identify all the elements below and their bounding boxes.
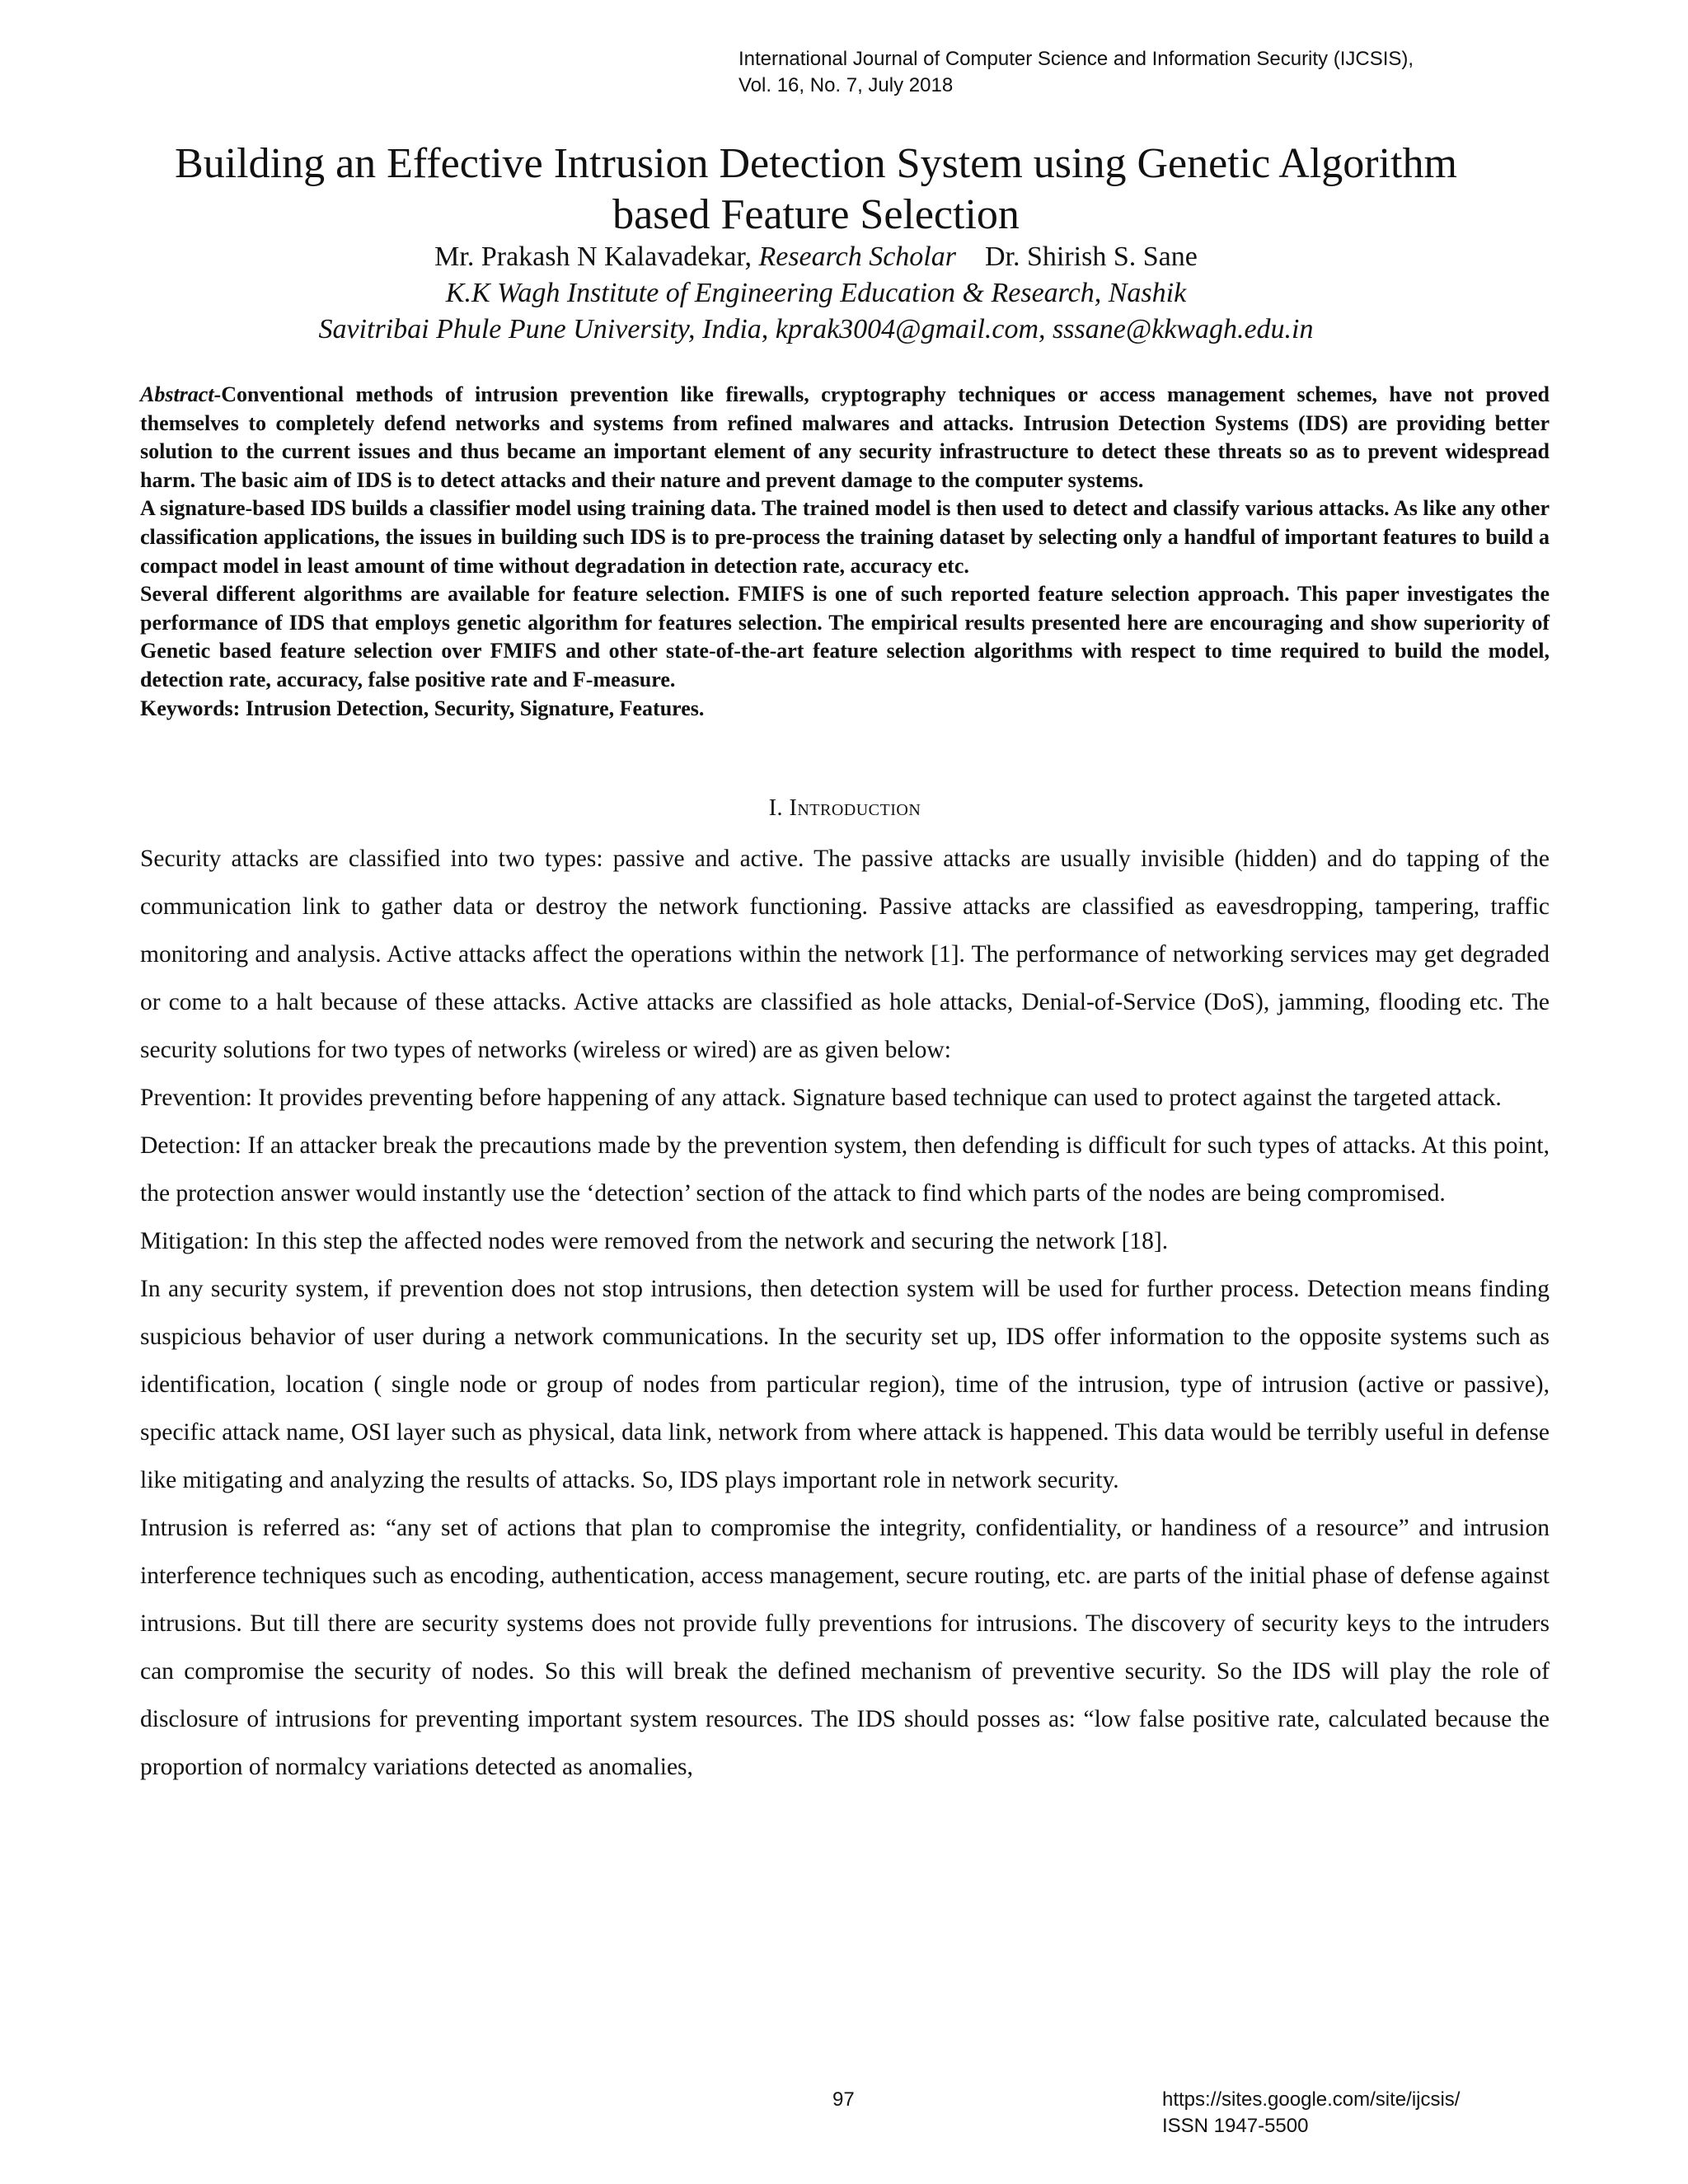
abstract-paragraph-3: Several different algorithms are available for feature selection. FMIFS is one of such reported feature selection approach. This paper investigates the performance of IDS that employs genetic algorithm for features selection. The empirical results presented here are encouraging and show superiority of Genetic based feature selection over FMIFS and other state-of-the-art feature selection algorithms with respect to time required to build the model, detection rate, accuracy, false positive rate and F-measure. (140, 582, 1550, 691)
author-institute (115, 275, 1517, 312)
journal-volume: Vol. 16, No. 7, July 2018 (738, 74, 954, 96)
body-paragraph: Security attacks are classified into two types: passive and active. The passive attacks are usually invisible (hidden) and do tapping of the communication link to gather data or destroy the network functioning. Passive attacks are classified as eavesdropping, tampering, traffic monitoring and analysis. Active attacks affect the operations within the network [1]. The performance of networking services may get degraded or come to a halt because of these attacks. Active attacks are classified as hole attacks, Denial-of-Service (DoS), jamming, flooding etc. The security solutions for two types of networks (wireless or wired) are as given below: (140, 846, 1550, 1063)
abstract-label: Abstract- (140, 382, 222, 406)
section-heading (140, 794, 1550, 823)
institute-text: K.K Wagh Institute of Engineering Education & Research, Nashik (445, 278, 1187, 308)
body-text (140, 835, 1550, 1791)
abstract-text-1: Conventional methods of intrusion prevention like firewalls, cryptography techniques or access management schemes, have not proved themselves to completely defend networks and systems from refined malwares and attacks. Intrusion Detection Systems (IDS) are providing better solution to the current issues and thus became an important element of any security infrastructure to detect these threats so as to prevent widespread harm. The basic aim of IDS is to detect attacks and their nature and prevent damage to the computer systems. (140, 382, 1550, 492)
author-1-role: Research Scholar (758, 241, 956, 272)
title-line-1: Building an Effective Intrusion Detection System using Genetic Algorithm (175, 140, 1457, 187)
body-paragraph: Detection: If an attacker break the precautions made by the prevention system, then defending is difficult for such types of attacks. At this point, the protection answer would instantly use the ‘detection’ section of the attack to find which parts of the nodes are being compromised. (140, 1132, 1550, 1207)
paper-title (115, 138, 1517, 241)
body-paragraph: In any security system, if prevention does not stop intrusions, then detection system will be used for further process. Detection means finding suspicious behavior of user during a network communications. In the security set up, IDS offer information to the opposite systems such as identification, location ( single node or group of nodes from particular region), time of the intrusion, type of intrusion (active or passive), specific attack name, OSI layer such as physical, data link, network from where attack is happened. This data would be terribly useful in defense like mitigating and analyzing the results of attacks. So, IDS plays important role in network security. (140, 1276, 1550, 1493)
body-paragraph: Prevention: It provides preventing before happening of any attack. Signature based technique can used to protect against the targeted attack. (140, 1085, 1502, 1111)
journal-name: International Journal of Computer Science and Information Security (IJCSIS), (738, 48, 1414, 70)
affiliation-text: Savitribai Phule Pune University, India, kprak3004@gmail.com, sssane@kkwagh.edu.in (318, 314, 1314, 344)
author-2-name: Dr. Shirish S. Sane (984, 241, 1198, 272)
keywords: Keywords: Intrusion Detection, Security, Signature, Features. (140, 696, 705, 720)
abstract (140, 381, 1550, 723)
journal-header (738, 46, 1563, 99)
author-affiliation (115, 312, 1517, 348)
page-number: 97 (832, 2088, 855, 2111)
author-1-name: Mr. Prakash N Kalavadekar, (434, 241, 752, 272)
author-names (115, 239, 1517, 275)
footer-issn: ISSN 1947-5500 (1162, 2115, 1309, 2137)
author-block (115, 239, 1517, 348)
abstract-paragraph-1 (140, 381, 1550, 494)
footer-url: https://sites.google.com/site/ijcsis/ (1162, 2088, 1461, 2111)
title-line-2: based Feature Selection (612, 191, 1020, 238)
body-paragraph: Intrusion is referred as: “any set of actions that plan to compromise the integrity, confidentiality, or handiness of a resource” and intrusion interference techniques such as encoding, authentication, access management, secure routing, etc. are parts of the initial phase of defense against intrusions. But till there are security systems does not provide fully preventions for intrusions. The discovery of security keys to the intruders can compromise the security of nodes. So this will break the defined mechanism of preventive security. So the IDS will play the role of disclosure of intrusions for preventing important system resources. The IDS should posses as: “low false positive rate, calculated because the proportion of normalcy variations detected as anomalies, (140, 1515, 1550, 1780)
abstract-paragraph-2: A signature-based IDS builds a classifier model using training data. The trained model is then used to detect and classify various attacks. As like any other classification applications, the issues in building such IDS is to pre-process the training dataset by selecting only a handful of important features to build a compact model in least amount of time without degradation in detection rate, accuracy etc. (140, 496, 1550, 578)
body-paragraph: Mitigation: In this step the affected nodes were removed from the network and securing the network [18]. (140, 1228, 1169, 1254)
section-number: I. (768, 795, 784, 821)
section-title: Introduction (789, 795, 921, 821)
footer-info (1162, 2087, 1460, 2139)
